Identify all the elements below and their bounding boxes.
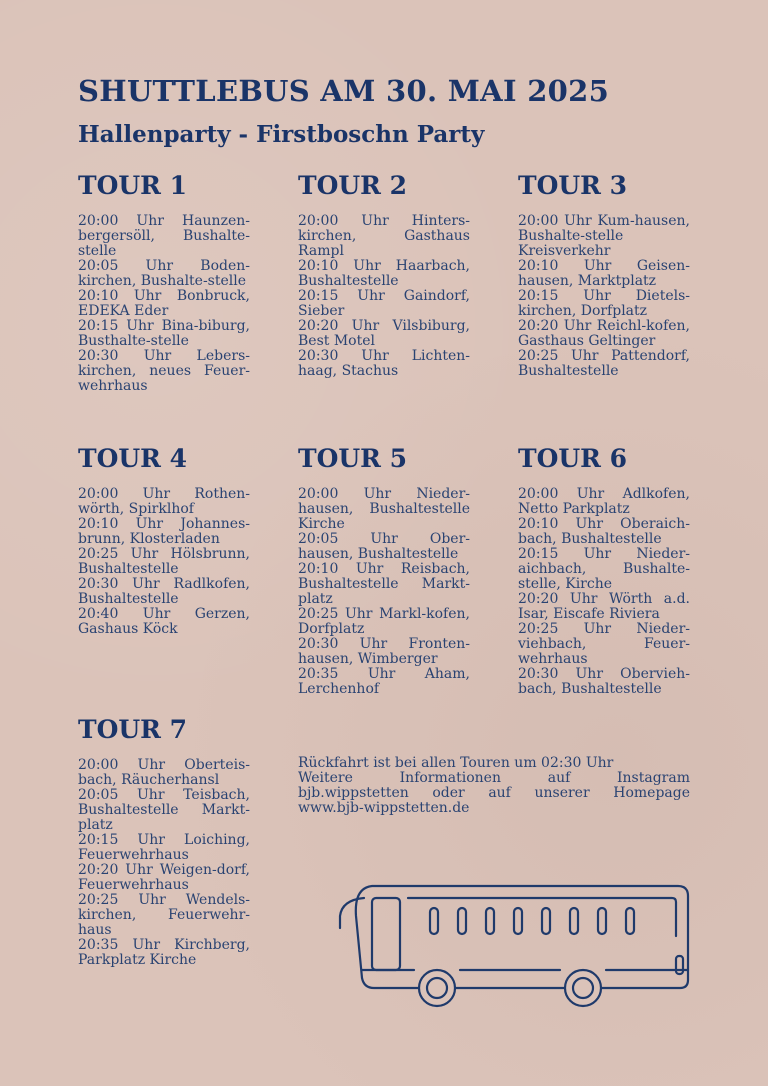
tour-stop: 20:05 Uhr Teisbach, Bushaltestelle Markt-platz: [78, 787, 250, 833]
return-info: Rückfahrt ist bei allen Touren um 02:30 Uhr: [298, 755, 614, 771]
page-subtitle: Hallenparty - Firstboschn Party: [78, 121, 485, 148]
tour-stops: [78, 487, 250, 637]
tour-stop: 20:25 Uhr Wendels-kirchen, Feuerwehr-haus: [78, 892, 250, 938]
tour-stop: 20:15 Uhr Bina-biburg, Busthalte-stelle: [78, 318, 250, 349]
tour-4: [78, 444, 250, 637]
tour-title: TOUR 4: [78, 444, 188, 473]
tour-7: [78, 715, 250, 968]
tour-stops: [518, 214, 690, 379]
tour-stop: 20:00 Uhr Rothen-wörth, Spirklhof: [78, 486, 250, 517]
tour-stops: [298, 214, 470, 379]
tour-stops: [78, 758, 250, 968]
tour-stop: 20:05 Uhr Boden-kirchen, Bushalte-stelle: [78, 258, 250, 289]
info-block: [298, 756, 690, 816]
tour-stops: [78, 214, 250, 394]
tour-stop: 20:10 Uhr Johannes-brunn, Klosterladen: [78, 516, 250, 547]
tour-stop: 20:25 Uhr Pattendorf, Bushaltestelle: [518, 348, 690, 379]
tour-stop: 20:25 Uhr Markl-kofen, Dorfplatz: [298, 606, 470, 637]
tour-title: TOUR 2: [298, 171, 408, 200]
tour-stop: 20:10 Uhr Haarbach, Bushaltestelle: [298, 258, 470, 289]
tour-stop: 20:05 Uhr Ober-hausen, Bushaltestelle: [298, 531, 470, 562]
tour-stop: 20:00 Uhr Nieder-hausen, Bushaltestelle Kirche: [298, 486, 470, 532]
page-title: SHUTTLEBUS AM 30. MAI 2025: [78, 74, 610, 108]
tour-stop: 20:00 Uhr Kum-hausen, Bushalte-stelle Kreisverkehr: [518, 213, 690, 259]
tour-stop: 20:00 Uhr Hinters-kirchen, Gasthaus Rampl: [298, 213, 470, 259]
tour-title: TOUR 6: [518, 444, 628, 473]
tour-stop: 20:00 Uhr Adlkofen, Netto Parkplatz: [518, 486, 690, 517]
tour-stop: 20:10 Uhr Bonbruck, EDEKA Eder: [78, 288, 250, 319]
instagram-info: bjb.wippstetten oder auf unserer Homepage: [298, 785, 690, 801]
tour-stop: 20:35 Uhr Kirchberg, Parkplatz Kirche: [78, 937, 250, 968]
tour-title: TOUR 5: [298, 444, 408, 473]
tour-stop: 20:30 Uhr Fronten-hausen, Wimberger: [298, 636, 470, 667]
tour-title: TOUR 7: [78, 715, 188, 744]
tour-5: [298, 444, 470, 697]
tour-stops: [298, 487, 470, 697]
tour-stop: 20:10 Uhr Reisbach, Bushaltestelle Markt-platz: [298, 561, 470, 607]
more-info: Weitere Informationen auf Instagram: [298, 770, 690, 786]
tour-stop: 20:20 Uhr Wörth a.d. Isar, Eiscafe Riviera: [518, 591, 690, 622]
tour-stop: 20:10 Uhr Geisen-hausen, Marktplatz: [518, 258, 690, 289]
tour-stop: 20:20 Uhr Reichl-kofen, Gasthaus Geltinger: [518, 318, 690, 349]
website-link[interactable]: www.bjb-wippstetten.de: [298, 800, 470, 816]
tour-title: TOUR 3: [518, 171, 628, 200]
tour-stop: 20:15 Uhr Loiching, Feuerwehrhaus: [78, 832, 250, 863]
tour-3: [518, 171, 690, 379]
tour-stop: 20:10 Uhr Oberaich-bach, Bushaltestelle: [518, 516, 690, 547]
tour-stop: 20:30 Uhr Radlkofen, Bushaltestelle: [78, 576, 250, 607]
tour-stop: 20:25 Uhr Hölsbrunn, Bushaltestelle: [78, 546, 250, 577]
tour-stop: 20:25 Uhr Nieder-viehbach, Feuer-wehrhaus: [518, 621, 690, 667]
tour-title: TOUR 1: [78, 171, 188, 200]
tour-stop: 20:20 Uhr Weigen-dorf, Feuerwehrhaus: [78, 862, 250, 893]
tour-stop: 20:30 Uhr Obervieh-bach, Bushaltestelle: [518, 666, 690, 697]
tour-stops: [518, 487, 690, 697]
tour-stop: 20:00 Uhr Oberteis-bach, Räucherhansl: [78, 757, 250, 788]
tour-stop: 20:00 Uhr Haunzen-bergersöll, Bushalte-stelle: [78, 213, 250, 259]
tour-2: [298, 171, 470, 379]
tour-stop: 20:15 Uhr Dietels-kirchen, Dorfplatz: [518, 288, 690, 319]
tour-6: [518, 444, 690, 697]
tour-stop: 20:15 Uhr Gaindorf, Sieber: [298, 288, 470, 319]
tour-1: [78, 171, 250, 394]
tour-stop: 20:35 Uhr Aham, Lerchenhof: [298, 666, 470, 697]
tour-stop: 20:20 Uhr Vilsbiburg, Best Motel: [298, 318, 470, 349]
bus-icon: [334, 876, 694, 1010]
tour-stop: 20:30 Uhr Lebers-kirchen, neues Feuer-wehrhaus: [78, 348, 250, 394]
tour-stop: 20:15 Uhr Nieder-aichbach, Bushalte-stelle, Kirche: [518, 546, 690, 592]
tour-stop: 20:30 Uhr Lichten-haag, Stachus: [298, 348, 470, 379]
tour-stop: 20:40 Uhr Gerzen, Gashaus Köck: [78, 606, 250, 637]
